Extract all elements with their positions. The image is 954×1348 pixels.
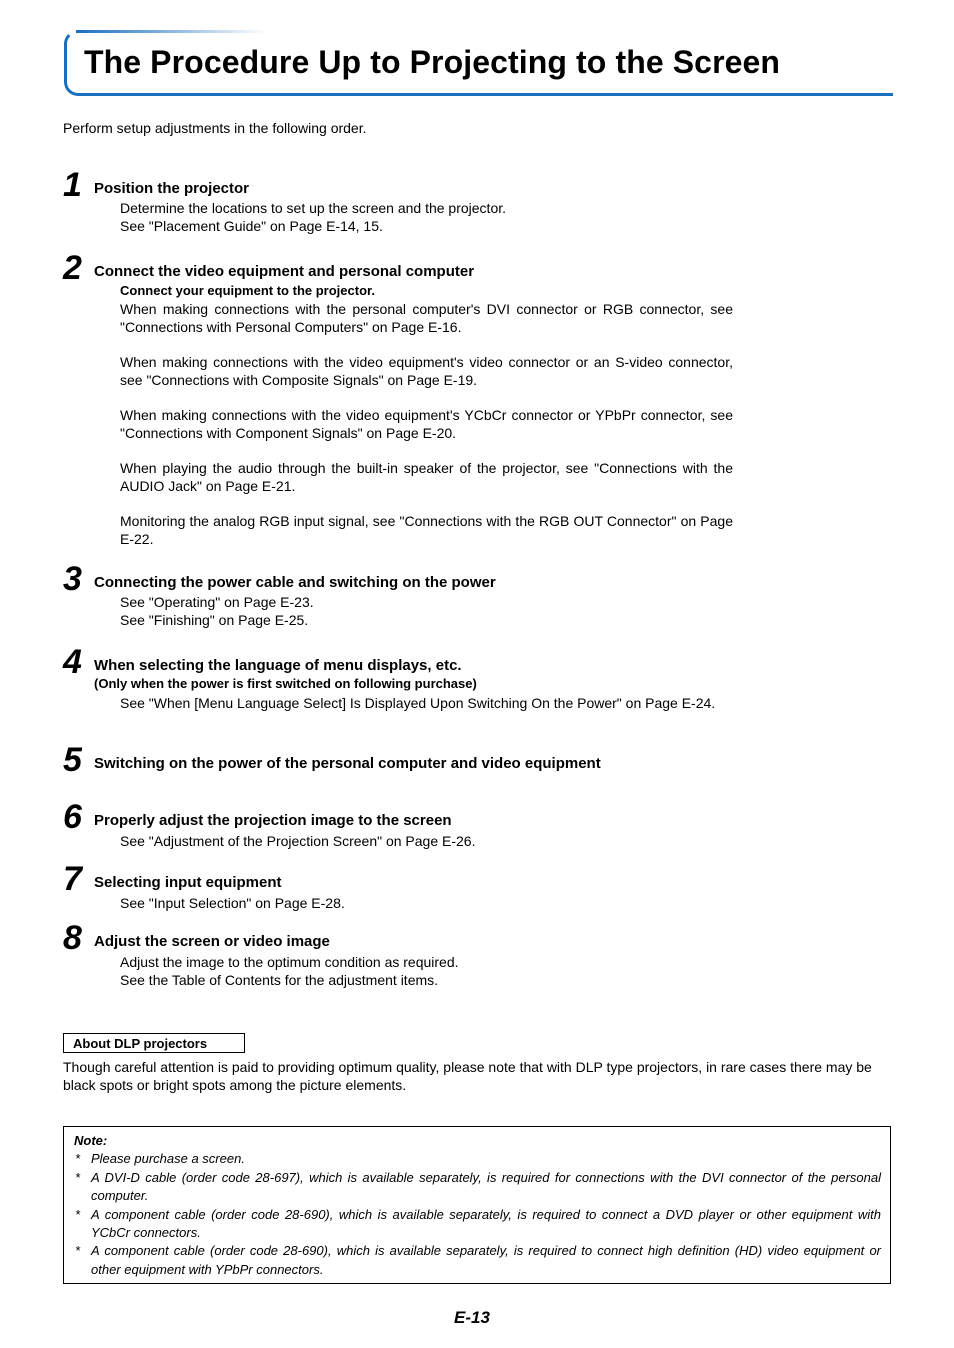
step-body xyxy=(120,199,733,235)
note-item-text: A component cable (order code 28-690), which is available separately, is required to connect high definition (HD) video equipment or other equipment with YPbPr connectors. xyxy=(91,1243,881,1277)
step-number: 5 xyxy=(63,741,82,779)
note-bullet: * xyxy=(75,1243,81,1259)
step-number: 7 xyxy=(63,860,82,898)
step-line: See "Adjustment of the Projection Screen" on Page E-26. xyxy=(120,833,476,849)
note-title: Note: xyxy=(74,1133,108,1148)
step-number: 1 xyxy=(63,166,82,204)
step-number: 4 xyxy=(63,643,82,681)
step-line: Determine the locations to set up the screen and the projector. xyxy=(120,200,507,216)
step-body xyxy=(120,694,733,712)
step-paragraph: When making connections with the video equipment's YCbCr connector or YPbPr connector, see "Connections with Component Signals" on Page E-20. xyxy=(120,407,733,441)
note-bullet: * xyxy=(75,1151,81,1167)
note-item xyxy=(74,1206,881,1243)
step-body xyxy=(120,832,733,850)
step-body xyxy=(120,282,733,548)
note-bullet: * xyxy=(75,1206,81,1222)
title-accent-line xyxy=(76,30,266,33)
step-subheading: Connect your equipment to the projector. xyxy=(120,283,375,298)
step-number: 6 xyxy=(63,798,82,836)
step-heading: When selecting the language of menu displays, etc. xyxy=(94,657,462,674)
step-heading: Position the projector xyxy=(94,180,250,197)
step-heading: Properly adjust the projection image to the screen xyxy=(94,812,452,829)
step-heading: Selecting input equipment xyxy=(94,874,282,891)
step-line: Adjust the image to the optimum condition as required. xyxy=(120,954,459,970)
note-box xyxy=(63,1126,891,1284)
note-item xyxy=(74,1242,881,1279)
step-heading: Connect the video equipment and personal computer xyxy=(94,263,475,280)
dlp-section-text: Though careful attention is paid to providing optimum quality, please note that with DLP type projectors, in rare cases there may be black spots or bright spots among the picture elements. xyxy=(63,1059,872,1093)
intro-text: Perform setup adjustments in the following order. xyxy=(63,120,367,136)
step-heading: Adjust the screen or video image xyxy=(94,933,330,950)
step-line: See "When [Menu Language Select] Is Displayed Upon Switching On the Power" on Page E-24. xyxy=(120,695,716,711)
note-item-text: A DVI-D cable (order code 28-697), which is available separately, is required for connections with the DVI connector of the personal computer. xyxy=(91,1169,881,1204)
step-heading: Switching on the power of the personal computer and video equipment xyxy=(94,755,601,772)
step-number: 3 xyxy=(63,560,82,598)
step-body xyxy=(120,953,733,989)
step-number: 8 xyxy=(63,919,82,957)
step-subheading: (Only when the power is first switched on following purchase) xyxy=(94,676,477,691)
step-paragraph: When making connections with the personal computer's DVI connector or RGB connector, see "Connections with Personal Computers" on Page E-16. xyxy=(120,301,733,335)
note-bullet: * xyxy=(75,1169,81,1185)
step-heading: Connecting the power cable and switching on the power xyxy=(94,574,496,591)
step-body xyxy=(120,593,733,629)
step-line: See "Finishing" on Page E-25. xyxy=(120,612,309,628)
step-body xyxy=(120,894,733,912)
step-line: See "Input Selection" on Page E-28. xyxy=(120,895,345,911)
page-title: The Procedure Up to Projecting to the Screen xyxy=(84,44,781,80)
note-item-text: Please purchase a screen. xyxy=(91,1151,245,1167)
step-line: See the Table of Contents for the adjustment items. xyxy=(120,972,439,988)
page-number: E-13 xyxy=(454,1308,490,1327)
step-paragraph: When playing the audio through the built-in speaker of the projector, see "Connections with the AUDIO Jack" on Page E-21. xyxy=(120,460,733,494)
step-line: See "Placement Guide" on Page E-14, 15. xyxy=(120,218,383,234)
note-item xyxy=(74,1169,881,1206)
step-line: See "Operating" on Page E-23. xyxy=(120,594,314,610)
note-item xyxy=(74,1150,881,1168)
step-number: 2 xyxy=(63,249,82,287)
note-item-text: A component cable (order code 28-690), which is available separately, is required to connect a DVD player or other equipment with YCbCr connectors. xyxy=(91,1206,881,1241)
step-paragraph: When making connections with the video equipment's video connector or an S-video connector, see "Connections with Composite Signals" on Page E-19. xyxy=(120,354,733,388)
dlp-section-label: About DLP projectors xyxy=(63,1033,245,1053)
step-paragraph: Monitoring the analog RGB input signal, see "Connections with the RGB OUT Connector" on Page E-22. xyxy=(120,513,733,547)
